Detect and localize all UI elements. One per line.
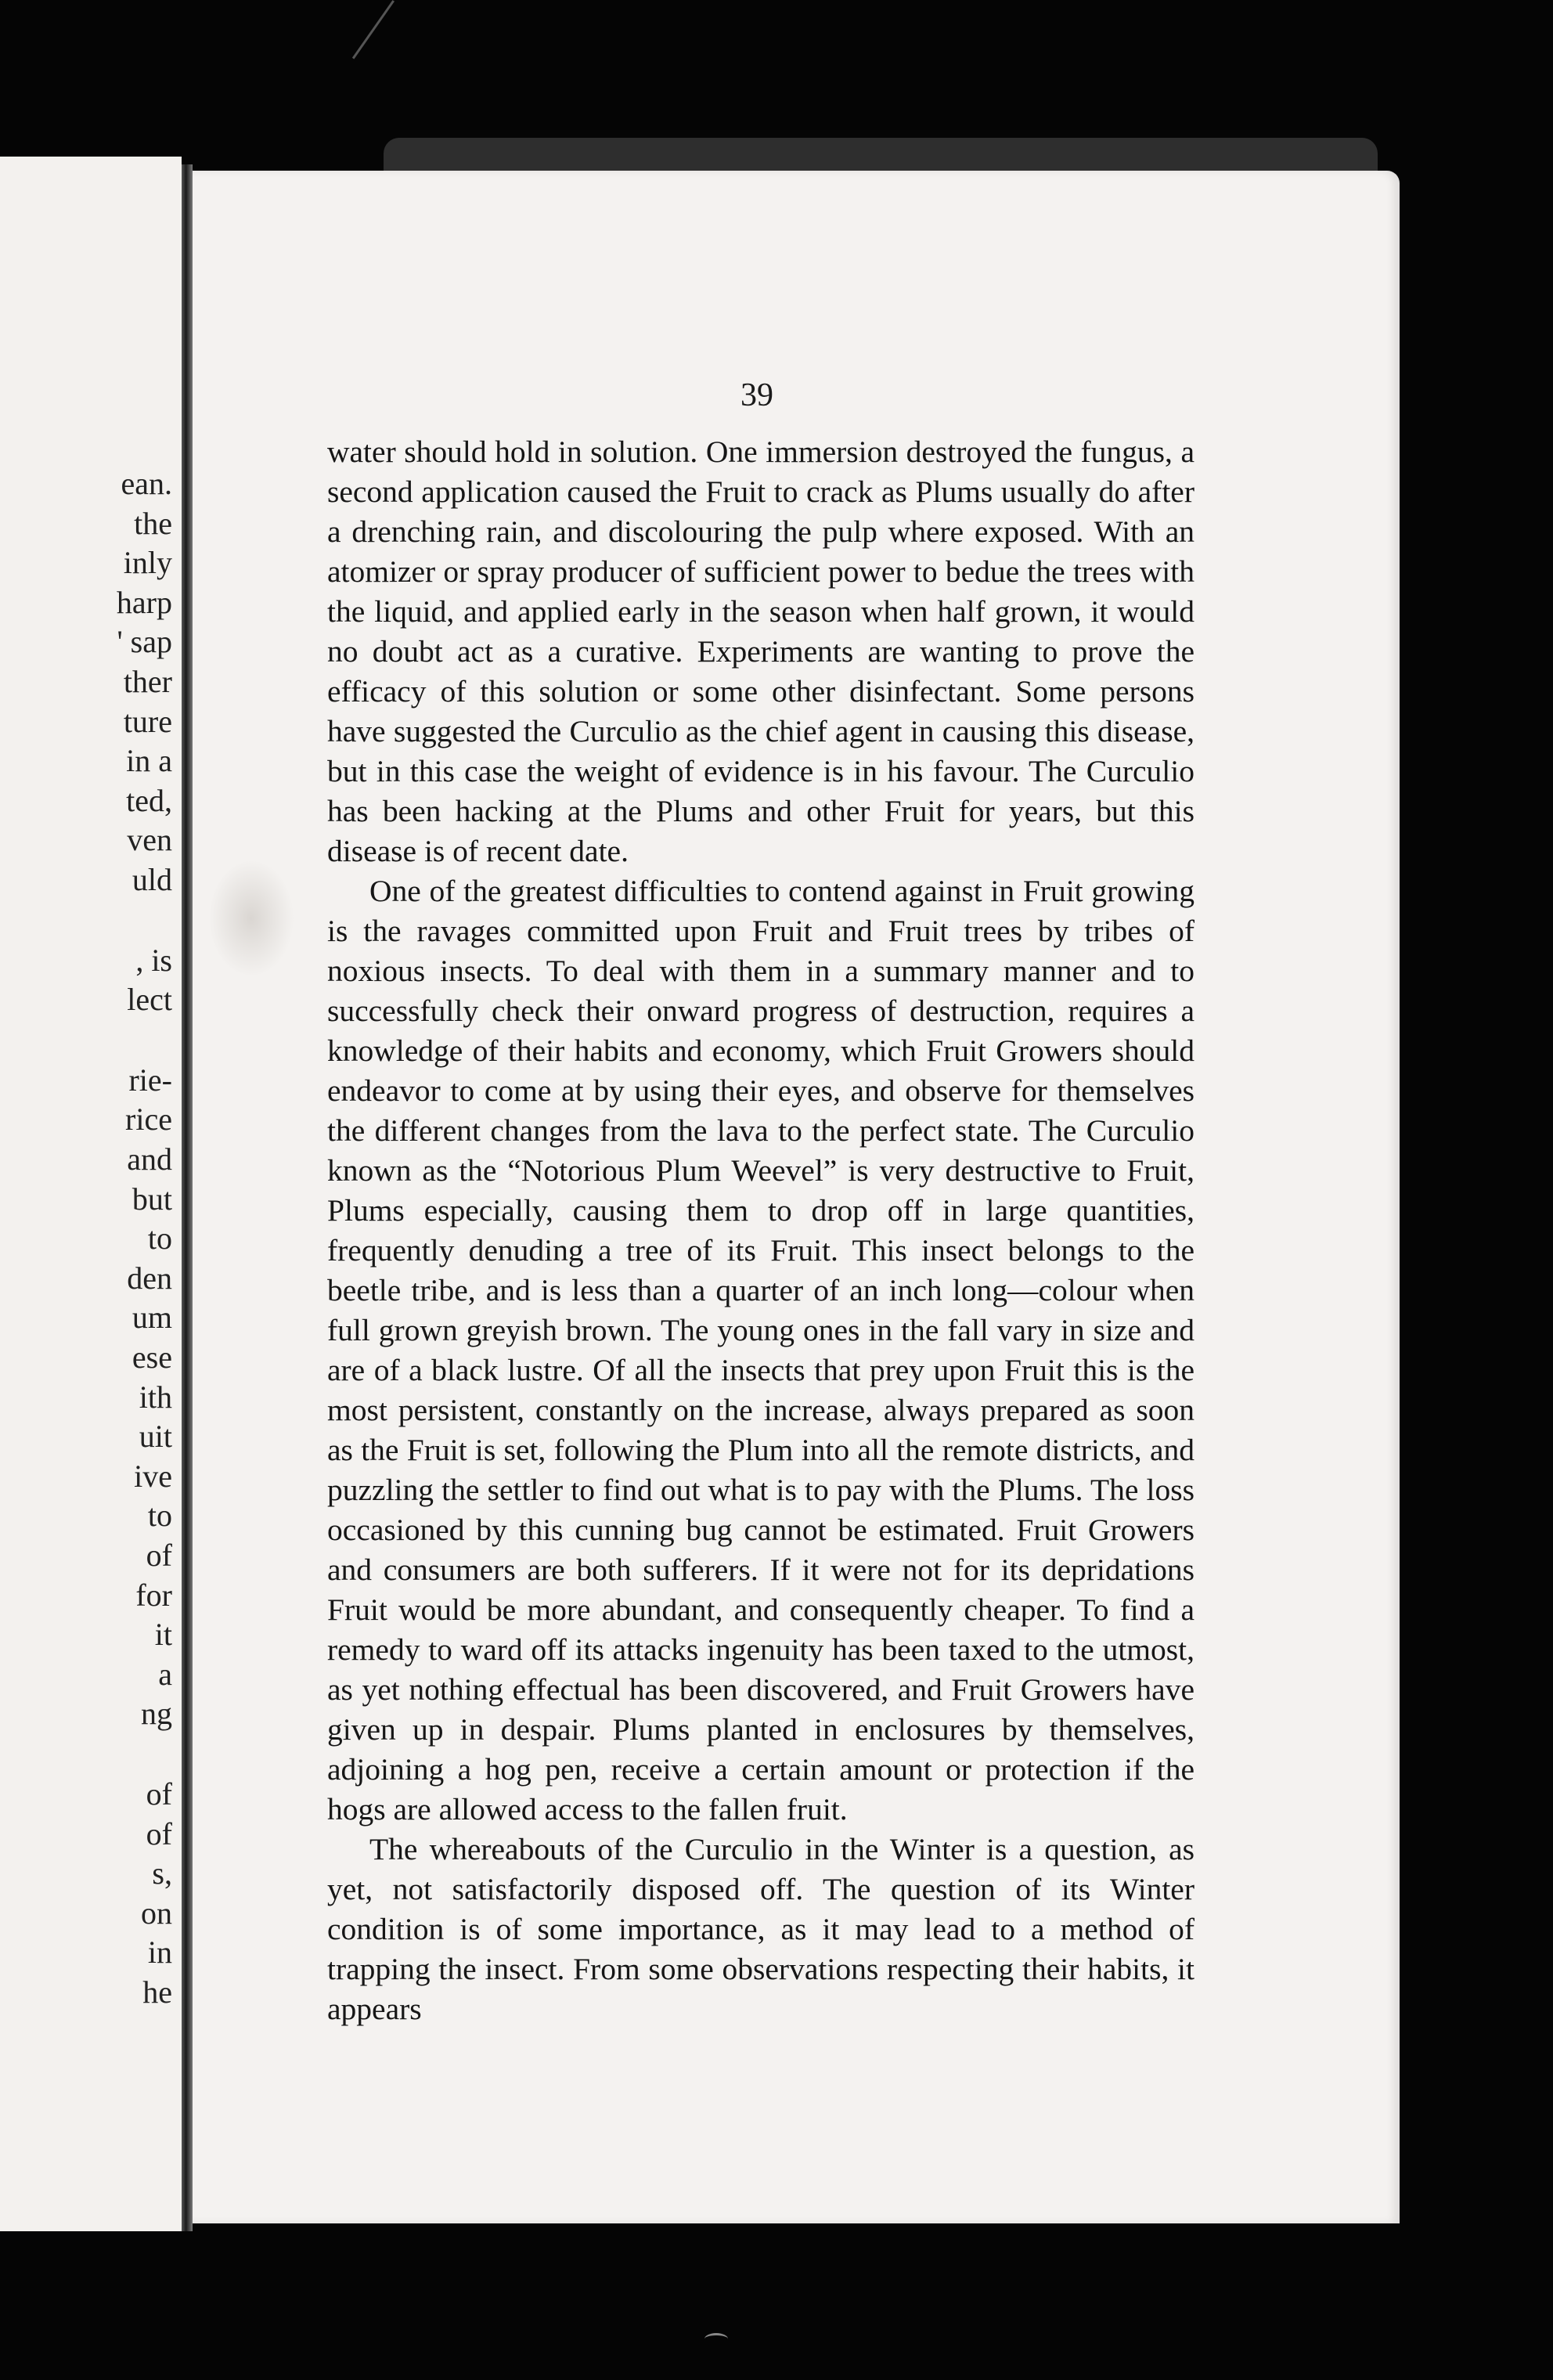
left-page-line-fragment: ted, xyxy=(126,782,172,818)
left-page-line-fragment: rie- xyxy=(128,1062,172,1098)
left-page-line-fragment: a xyxy=(158,1656,172,1692)
left-page-line-fragment: on xyxy=(141,1895,172,1931)
left-page-line-fragment: of xyxy=(146,1816,172,1852)
left-page-line-fragment: ven xyxy=(127,822,172,858)
left-page-line-fragment: ng xyxy=(141,1696,172,1732)
left-page-line-fragment: he xyxy=(142,1974,172,2010)
left-page-line-fragment: of xyxy=(146,1776,172,1812)
left-page-line-fragment: in xyxy=(147,1935,172,1971)
left-page-line-fragment: rice xyxy=(125,1102,172,1138)
paragraph-3: The whereabouts of the Curculio in the Winter is a question, as yet, not satisfactorily disposed off. The question of its Winter condition is of some importance, as it may lead to a method of trapping the insect. From some observations respecting their habits, it appears xyxy=(327,1832,1194,2026)
left-page-line-fragment: of xyxy=(146,1538,172,1573)
page-stain xyxy=(208,860,294,977)
left-page-line-fragment: ean. xyxy=(121,466,172,501)
left-page-line-fragment: lect xyxy=(127,982,172,1018)
left-page-line-fragment: uit xyxy=(139,1419,172,1455)
paragraph-1: water should hold in solution. One immersion destroyed the fungus, a second application caused the Fruit to crack as Plums usually do after a drenching rain, and discolouring the pulp where exposed. With an atomizer or spray producer of sufficient power to bedue the trees with the liquid, and applied early in the season when half grown, it would no doubt act as a curative. Experiments are wanting to prove the efficacy of this solution or some other disinfectant. Some persons have suggested the Curculio as the chief agent in causing this disease, but in this case the weight of evidence is in his favour. The Curculio has been hacking at the Plums and other Fruit for years, but this disease is of recent date. xyxy=(327,435,1194,868)
paragraph-2: One of the greatest difficulties to contend against in Fruit growing is the ravages committed upon Fruit and Fruit trees by tribes of noxious insects. To deal with them in a summary manner and to successfully check their onward progress of destruction, requires a knowledge of their habits and economy, which Fruit Growers should endeavor to come at by using their eyes, and observe for themselves the different changes from the lava to the perfect state. The Curculio known as the “Notorious Plum Weevel” is very destructive to Fruit, Plums especially, causing them to drop off in large quantities, frequently denuding a tree of its Fruit. This insect belongs to the beetle tribe, and is less than a quarter of an inch long—colour when full grown greyish brown. The young ones in the fall vary in size and are of a black lustre. Of all the insects that prey upon Fruit this is the most persistent, constantly on the increase, always prepared as soon as the Fruit is set, following the Plum into all the remote districts, and puzzling the settler to find out what is to pay with the Plums. The loss occasioned by this cunning bug cannot be estimated. Fruit Growers and consumers are both sufferers. If it were not for its depridations Fruit would be more abundant, and consequently cheaper. To find a remedy to ward off its attacks ingenuity has been taxed to the utmost, as yet nothing effectual has been discovered, and Fruit Growers have given up in despair. Plums planted in enclosures by themselves, adjoining a hog pen, receive a certain amount or protection if the hogs are allowed access to the fallen fruit. xyxy=(327,874,1194,1826)
left-page-line-fragment: ture xyxy=(123,703,172,739)
previous-page-fragment xyxy=(0,157,182,2231)
left-page-line-fragment: ese xyxy=(132,1340,172,1375)
left-page-line-fragment: to xyxy=(147,1221,172,1257)
scan-artifact-bottom xyxy=(704,2333,728,2345)
left-page-line-fragment: ith xyxy=(139,1379,172,1415)
left-page-line-fragment: , is xyxy=(135,942,172,978)
left-page-line-fragment: the xyxy=(134,505,172,541)
left-page-line-fragment: but xyxy=(132,1181,172,1217)
left-page-line-fragment: ive xyxy=(134,1458,172,1494)
left-page-line-fragment: ' sap xyxy=(117,624,172,660)
left-page-line-fragment: den xyxy=(127,1260,172,1296)
scan-artifact-mark xyxy=(352,0,433,86)
page-body-text xyxy=(327,432,1194,2029)
left-page-line-fragment: um xyxy=(132,1300,172,1336)
page-number: 39 xyxy=(740,377,773,413)
left-page-line-fragment: ther xyxy=(123,664,172,699)
left-page-line-fragment: to xyxy=(147,1498,172,1534)
left-page-line-fragment: it xyxy=(154,1617,172,1653)
left-page-line-fragment: inly xyxy=(123,545,172,581)
book-gutter xyxy=(182,164,193,2231)
left-page-line-fragment: and xyxy=(127,1141,172,1177)
left-page-line-fragment: for xyxy=(135,1577,172,1613)
left-page-line-fragment: uld xyxy=(132,862,172,897)
left-page-line-fragment: s, xyxy=(152,1855,172,1891)
left-page-line-fragment: in a xyxy=(126,743,172,779)
left-page-line-fragment: harp xyxy=(116,584,172,620)
